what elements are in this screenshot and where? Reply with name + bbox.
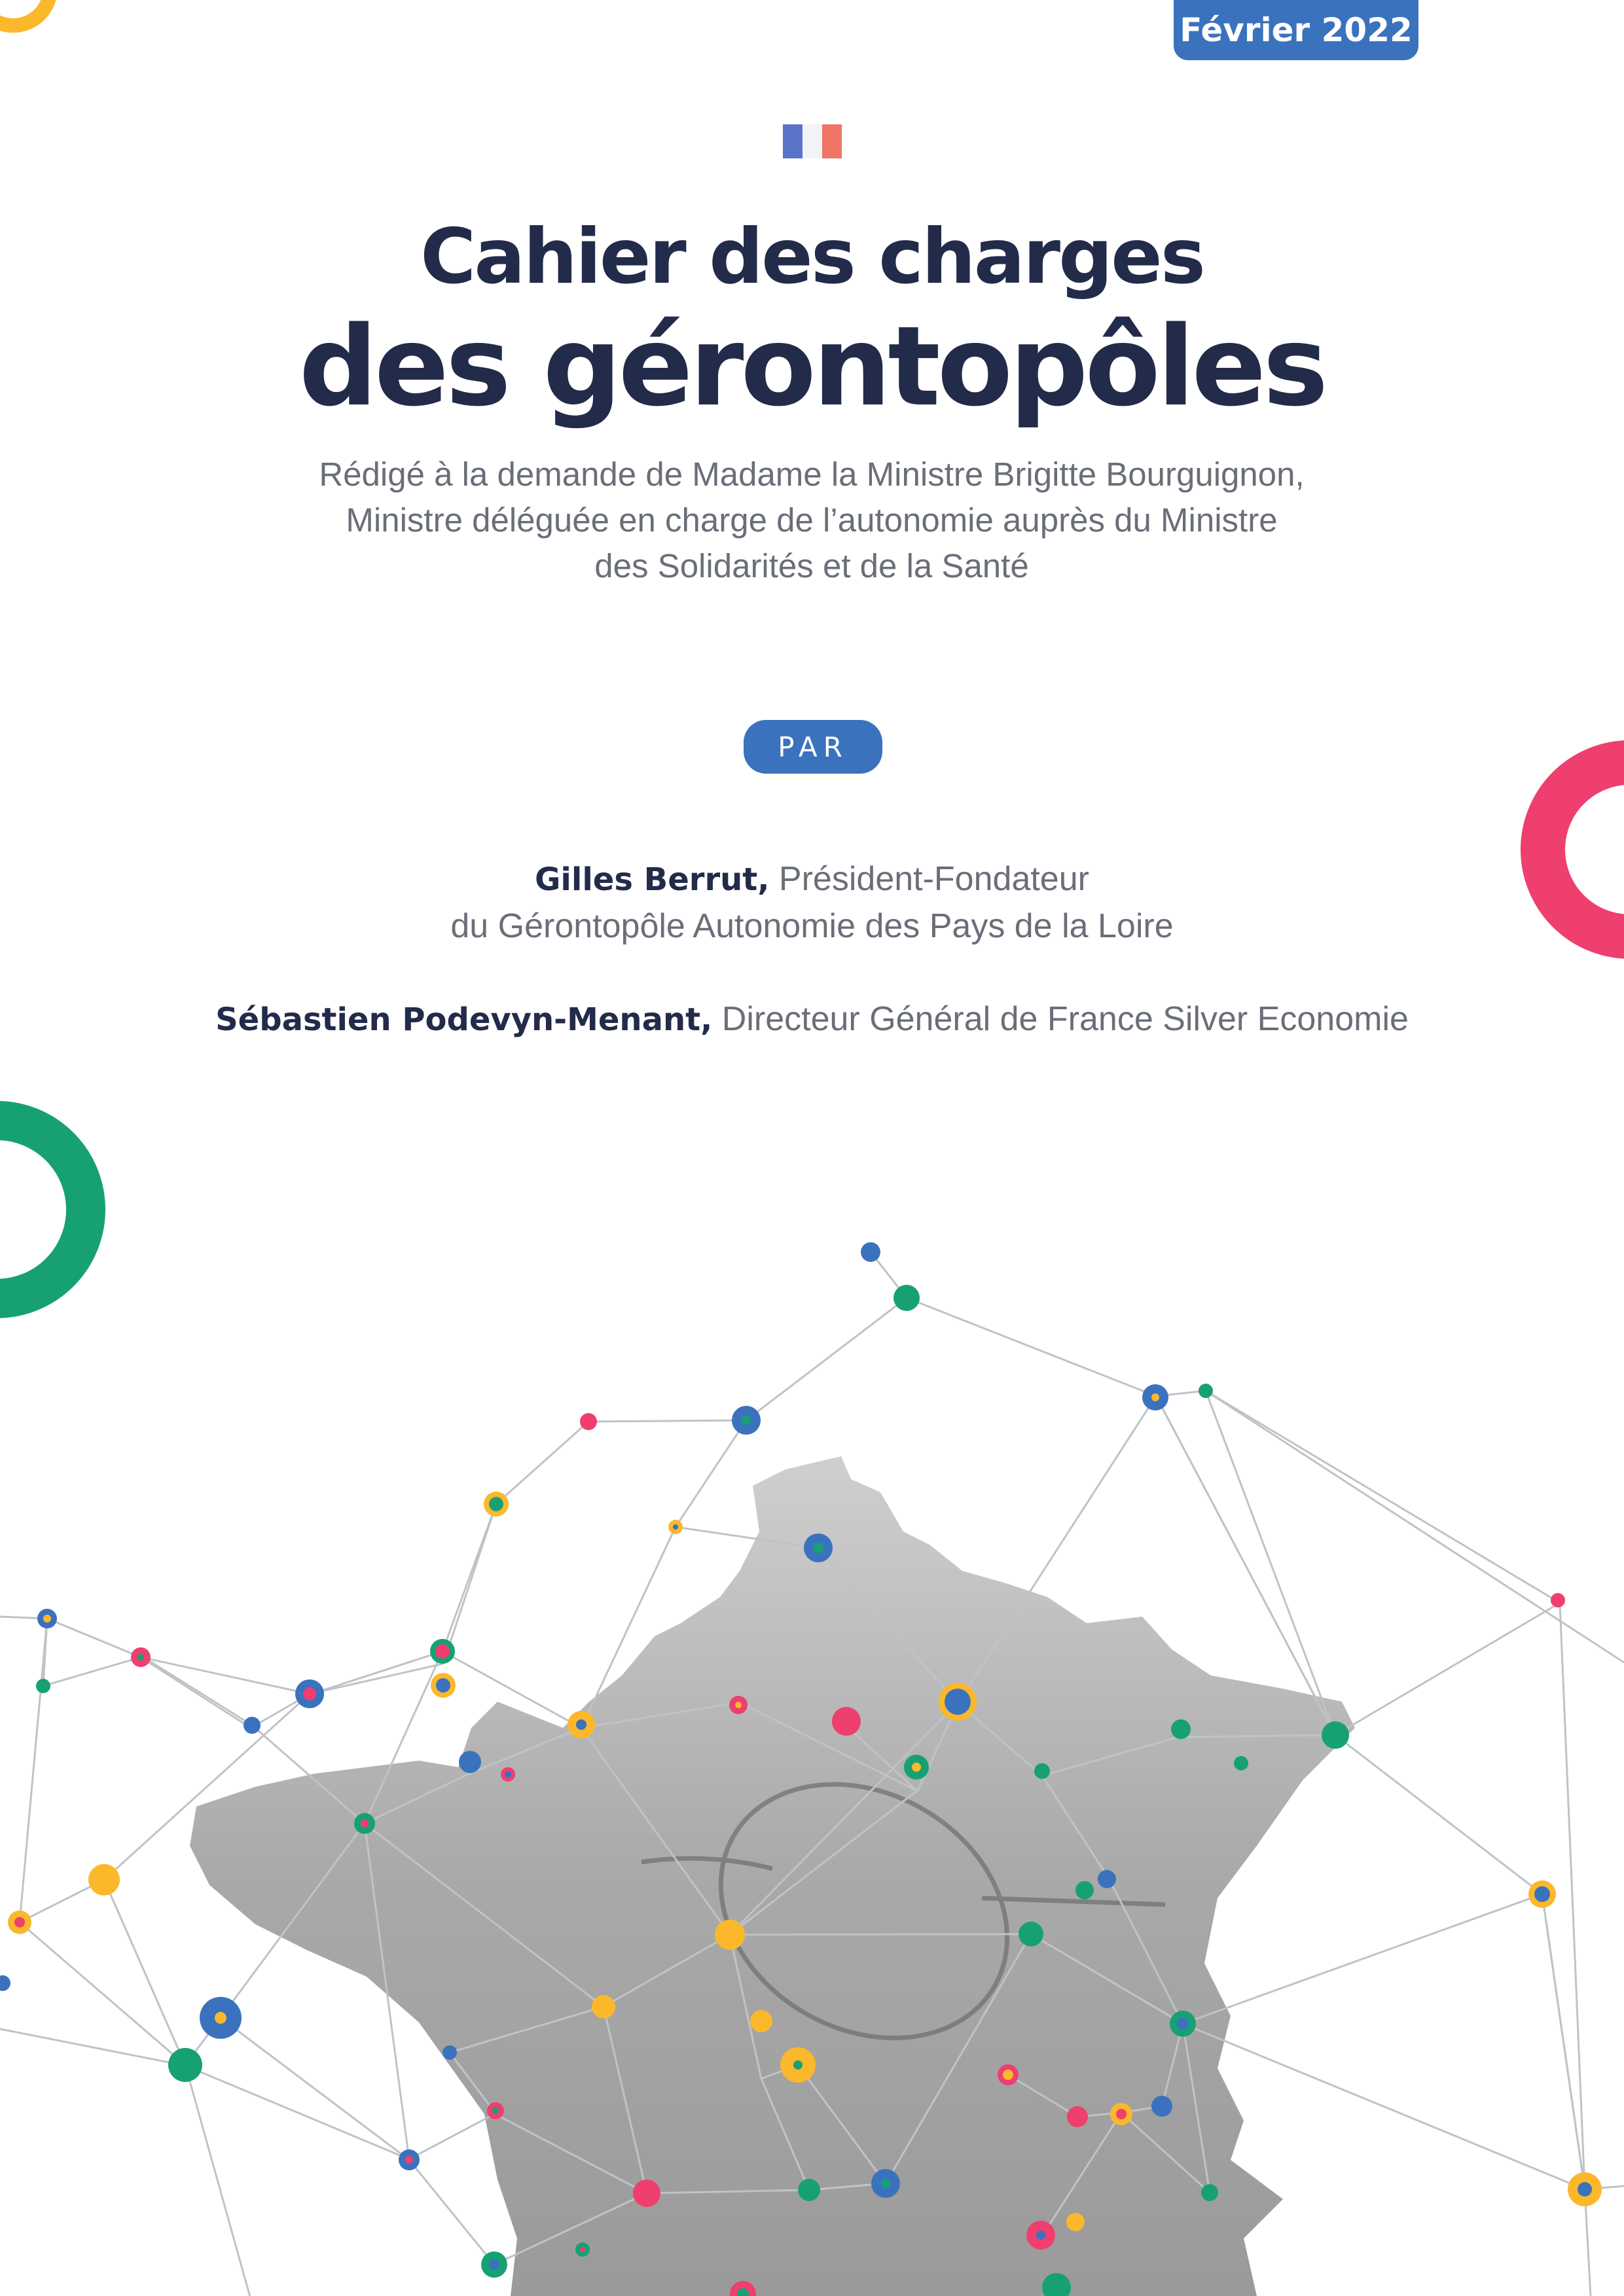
flag-stripe-white <box>803 124 822 158</box>
author-1-line-1 <box>0 856 1624 903</box>
subtitle-line-2: Ministre déléguée en charge de l’autonomie auprès du Ministre <box>346 501 1278 539</box>
flag-stripe-blue <box>783 124 803 158</box>
france-network-illustration <box>0 1178 1624 2296</box>
subtitle-line-3: des Solidarités et de la Santé <box>594 547 1029 584</box>
subtitle-line-1: Rédigé à la demande de Madame la Ministre Brigitte Bourguignon, <box>319 456 1305 493</box>
yellow-ring-decoration <box>0 0 79 65</box>
author-1-name: Gilles Berrut, <box>535 861 770 898</box>
title-line-2: des gérontopôles <box>298 302 1326 431</box>
title-line-1: Cahier des charges <box>420 213 1204 301</box>
french-flag-icon <box>783 124 842 158</box>
by-badge: PAR <box>744 720 882 774</box>
author-2-role: Directeur Général de France Silver Economie <box>721 1000 1409 1038</box>
author-1-role-line-2: du Gérontopôle Autonomie des Pays de la Loire <box>450 907 1174 945</box>
author-1-role: Président-Fondateur <box>778 860 1089 898</box>
author-2-line <box>0 996 1624 1043</box>
france-map-shape <box>190 1456 1355 2296</box>
author-2-name: Sébastien Podevyn-Menant, <box>215 1001 713 1038</box>
flag-stripe-red <box>822 124 842 158</box>
date-badge: Février 2022 <box>1174 0 1418 60</box>
subtitle <box>190 452 1434 589</box>
